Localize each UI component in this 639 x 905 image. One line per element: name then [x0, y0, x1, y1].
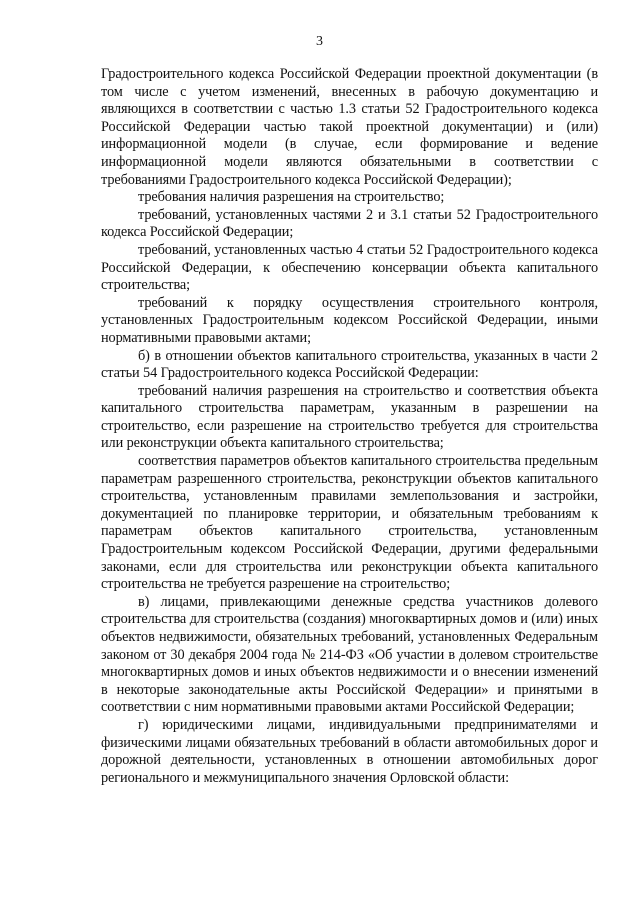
paragraph: требований, установленных частью 4 статьи 52 Градостроительного кодекса Российской Федерации, к обеспечению консервации объекта капитального строительства; — [101, 241, 598, 294]
paragraph: б) в отношении объектов капитального строительства, указанных в части 2 статьи 54 Градостроительного кодекса Российской Федерации: — [101, 347, 598, 382]
paragraph: требований, установленных частями 2 и 3.1 статьи 52 Градостроительного кодекса Российской Федерации; — [101, 206, 598, 241]
paragraph: требований к порядку осуществления строительного контроля, установленных Градостроительным кодексом Российской Федерации, иными нормативными правовыми актами; — [101, 294, 598, 346]
paragraph: в) лицами, привлекающими денежные средства участников долевого строительства для строительства (создания) многоквартирных домов и (или) иных объектов недвижимости, обязательных требований, установленных Федеральным законом от 30 декабря 2004 года № 214-ФЗ «Об участии в долевом строительстве многоквартирных домов и иных объектов недвижимости и о внесении изменений в некоторые законодательные акты Российской Федерации» и принятыми в соответствии с ним нормативными правовыми актами Российской Федерации; — [101, 593, 598, 716]
paragraph: Градостроительного кодекса Российской Федерации проектной документации (в том числе с учетом изменений, внесенных в рабочую документацию и являющихся в соответствии с частью 1.3 статьи 52 Градостроительного кодекса Российской Федерации частью такой проектной документации) и (или) информационной модели (в случае, если формирование и ведение информационной модели являются обязательными в соответствии с требованиями Градостроительного кодекса Российской Федерации); — [101, 66, 598, 188]
paragraph: г) юридическими лицами, индивидуальными предпринимателями и физическими лицами обязательных требований в области автомобильных дорог и дорожной деятельности, установленных в отношении автомобильных дорог регионального и межмуниципального значения Орловской области: — [101, 716, 598, 786]
paragraph: требований наличия разрешения на строительство и соответствия объекта капитального строительства параметрам, указанным в разрешении на строительство, если разрешение на строительство требуется для строительства или реконструкции объекта капитального строительства; — [101, 382, 598, 452]
paragraph: соответствия параметров объектов капитального строительства предельным параметрам разрешенного строительства, реконструкции объектов капитального строительства, установленным правилами землепользования и застройки, документацией по планировке территории, и обязательным требованиям к параметрам объектов капитального строительства, установленным Градостроительным кодексом Российской Федерации, другими федеральными законами, если для строительства или реконструкции объекта капитального строительства не требуется разрешение на строительство; — [101, 453, 598, 593]
document-body — [101, 66, 598, 787]
page-number: 3 — [316, 34, 323, 49]
paragraph: требования наличия разрешения на строительство; — [138, 189, 445, 206]
